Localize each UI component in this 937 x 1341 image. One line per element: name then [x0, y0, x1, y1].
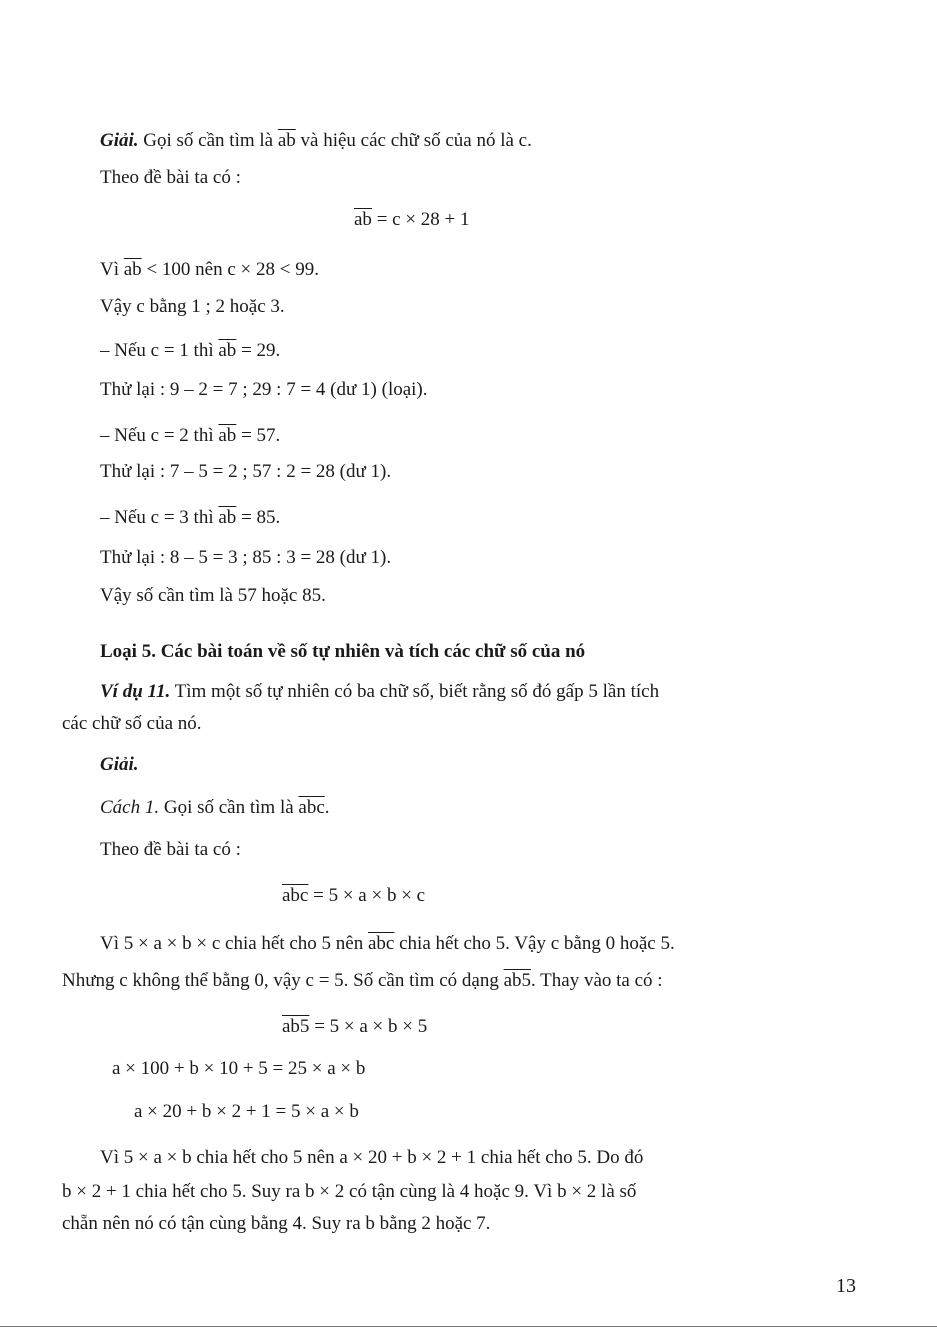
equation-line: ab5 = 5 × a × b × 5 — [282, 1016, 428, 1037]
text-line: Vậy c bằng 1 ; 2 hoặc 3. — [100, 296, 285, 317]
text-line: chẵn nên nó có tận cùng bằng 4. Suy ra b bằng 2 hoặc 7. — [62, 1213, 491, 1234]
text-line: Vì $\overline{ab} < 100$ nên c × 28 < 99. — [100, 259, 319, 280]
text-line: Thử lại : 8 – 5 = 3 ; 85 : 3 = 28 (dư 1). — [100, 547, 392, 568]
text-line: Vậy số cần tìm là 57 hoặc 85. — [100, 585, 326, 606]
text-line: – Nếu c = 2 thì $\overline{ab} = 57$. — [100, 425, 281, 446]
text-line: – Nếu c = 1 thì $\overline{ab} = 29$. — [100, 340, 281, 361]
text-line: b × 2 + 1 chia hết cho 5. Suy ra b × 2 có tận cùng là 4 hoặc 9. Vì b × 2 là số — [62, 1181, 637, 1202]
bottom-rule — [0, 1326, 937, 1327]
text-line: Thử lại : 7 – 5 = 2 ; 57 : 2 = 28 (dư 1). — [100, 461, 392, 482]
text-line: Theo đề bài ta có : — [100, 839, 241, 860]
text-line: các chữ số của nó. — [62, 713, 202, 734]
equation-line: a × 20 + b × 2 + 1 = 5 × a × b — [134, 1101, 359, 1122]
example-statement-line: Ví dụ 11. Tìm một số tự nhiên có ba chữ số, biết rằng số đó gấp 5 lần tích — [100, 681, 660, 702]
section-heading: Loại 5. Các bài toán về số tự nhiên và tích các chữ số của nó — [100, 641, 586, 662]
equation-line: $\overline{abc} = 5 \times a \times b \times c$ — [282, 885, 426, 906]
text-line: Vì 5 × a × b chia hết cho 5 nên a × 20 + b × 2 + 1 chia hết cho 5. Do đó — [100, 1147, 644, 1168]
text-line: Vì 5 × a × b × c chia hết cho 5 nên $\overline{abc}$ chia hết cho 5. Vậy c bằng 0 hoặc 5. — [100, 933, 675, 954]
solution-intro-line: Giải. Gọi số cần tìm là $\overline{ab}$ và hiệu các chữ số của nó là c. — [100, 130, 532, 151]
solution-label: Giải. — [100, 754, 139, 775]
text-line: Theo đề bài ta có : — [100, 167, 241, 188]
method-line: Cách 1. Gọi số cần tìm là $\overline{abc}$. — [100, 797, 330, 818]
page-number: 13 — [836, 1275, 856, 1297]
equation-line: a × 100 + b × 10 + 5 = 25 × a × b — [112, 1058, 366, 1079]
text-line: – Nếu c = 3 thì $\overline{ab} = 85$. — [100, 507, 281, 528]
text-line: Thử lại : 9 – 2 = 7 ; 29 : 7 = 4 (dư 1) (loại). — [100, 379, 428, 400]
equation-line: $\overline{ab} = c \times 28 + 1$ — [354, 209, 470, 230]
text-line: Nhưng c không thể bằng 0, vậy c = 5. Số cần tìm có dạng ab5. Thay vào ta có : — [62, 970, 663, 991]
